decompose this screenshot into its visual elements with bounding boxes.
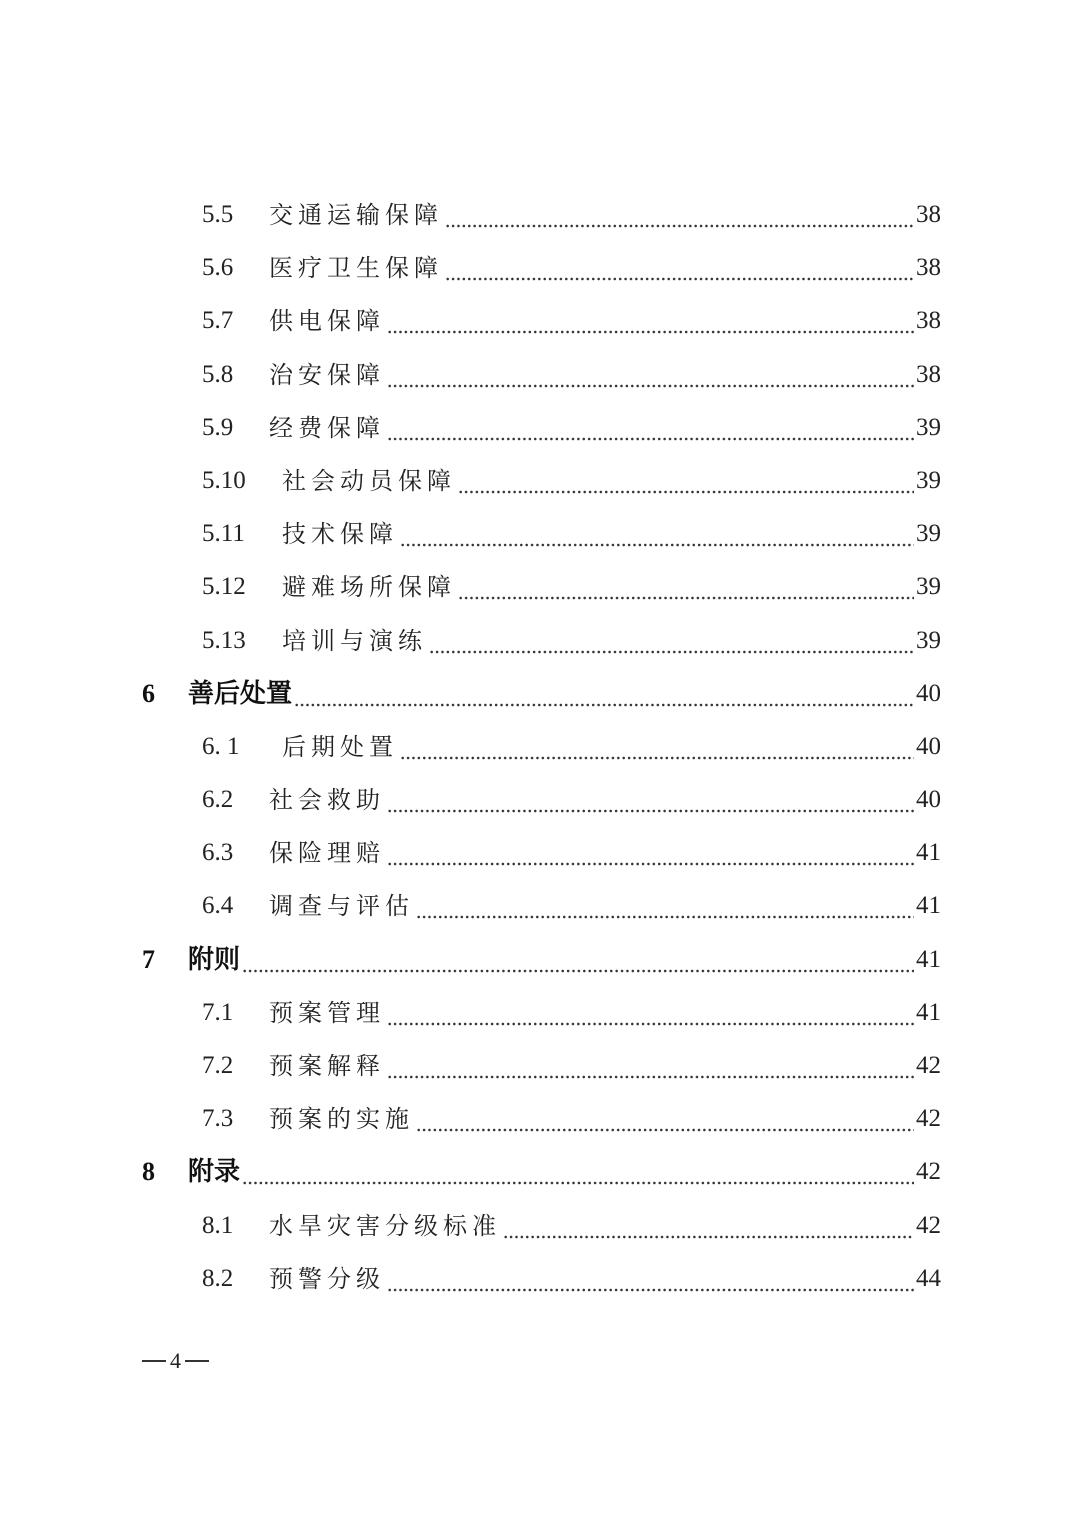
toc-entry-title: 善后处置: [188, 678, 293, 709]
toc-entry-line: [202, 730, 941, 764]
toc-entry-number: 8: [142, 1157, 155, 1187]
toc-entry-title: 经费保障: [269, 413, 385, 442]
toc-entry-title: 预警分级: [269, 1264, 385, 1293]
toc-entry-page: 38: [916, 201, 941, 228]
toc-dot-leader: [445, 198, 914, 232]
toc-entry-line: [202, 570, 941, 604]
toc-entry-page: 41: [916, 945, 941, 973]
toc-entry-line: [202, 304, 941, 338]
toc-entry-page: 42: [916, 1052, 941, 1079]
toc-entry-number: 5.10: [202, 466, 246, 494]
toc-entry-page: 44: [916, 1264, 941, 1292]
toc-dot-leader: [458, 464, 914, 498]
toc-dot-leader: [294, 677, 914, 711]
toc-entry-title: 医疗卫生保障: [269, 254, 443, 283]
toc-entry-number: 6.4: [202, 892, 234, 920]
toc-entry-number: 7.2: [202, 1052, 234, 1079]
toc-dot-leader: [458, 570, 914, 604]
footer-dash-left: [142, 1360, 166, 1362]
toc-entry-number: 6.3: [202, 839, 234, 867]
toc-section-entry[interactable]: [0, 1199, 1074, 1252]
toc-entry-title: 治安保障: [269, 360, 385, 389]
toc-entry-page: 41: [916, 839, 941, 867]
toc-entry-number: 6: [142, 678, 155, 708]
toc-entry-line: [202, 996, 941, 1030]
toc-entry-line: [202, 1102, 941, 1136]
toc-entry-title: 附则: [188, 944, 241, 975]
toc-entry-number: 7.1: [202, 998, 234, 1026]
toc-entry-number: 6.2: [202, 786, 234, 814]
toc-chapter-entry[interactable]: [0, 1145, 1074, 1198]
toc-entry-title: 供电保障: [269, 307, 385, 336]
toc-dot-leader: [387, 411, 914, 445]
toc-entry-page: 42: [916, 1158, 941, 1186]
toc-entry-page: 39: [916, 466, 941, 494]
toc-dot-leader: [387, 783, 914, 817]
toc-entry-line: [202, 358, 941, 392]
toc-chapter-entry[interactable]: [0, 667, 1074, 720]
toc-entry-page: 39: [916, 413, 941, 441]
toc-entry-title: 后期处置: [282, 732, 398, 761]
toc-entry-page: 40: [916, 679, 941, 707]
toc-section-entry[interactable]: [0, 1092, 1074, 1145]
toc-entry-page: 40: [916, 732, 941, 760]
toc-entry-title: 培训与演练: [282, 626, 427, 655]
toc-chapter-entry[interactable]: [0, 933, 1074, 986]
toc-section-entry[interactable]: [0, 241, 1074, 294]
toc-entry-title: 水旱灾害分级标准: [269, 1211, 501, 1240]
toc-dot-leader: [503, 1209, 914, 1243]
toc-entry-number: 5.6: [202, 254, 234, 282]
toc-entry-title: 社会救助: [269, 786, 385, 815]
toc-entry-page: 41: [916, 998, 941, 1026]
toc-section-entry[interactable]: [0, 454, 1074, 507]
toc-section-entry[interactable]: [0, 560, 1074, 613]
toc-dot-leader: [242, 1155, 914, 1189]
footer-page-number: 4: [170, 1348, 181, 1373]
toc-entry-page: 40: [916, 786, 941, 814]
toc-entry-title: 预案管理: [269, 998, 385, 1027]
toc-entry-line: [202, 1209, 941, 1243]
toc-entry-line: [142, 1155, 941, 1189]
toc-entry-number: 8.1: [202, 1211, 234, 1239]
toc-entry-page: 42: [916, 1211, 941, 1239]
toc-entry-line: [202, 624, 941, 658]
footer-dash-right: [185, 1360, 209, 1362]
toc-entry-page: 42: [916, 1105, 941, 1133]
toc-section-entry[interactable]: [0, 773, 1074, 826]
toc-section-entry[interactable]: [0, 879, 1074, 932]
toc-dot-leader: [387, 358, 914, 392]
toc-entry-line: [202, 464, 941, 498]
toc-entry-title: 调查与评估: [269, 892, 414, 921]
toc-entry-title: 附录: [188, 1157, 241, 1188]
toc-entry-title: 避难场所保障: [282, 573, 456, 602]
toc-entry-page: 39: [916, 573, 941, 601]
toc-section-entry[interactable]: [0, 720, 1074, 773]
toc-section-entry[interactable]: [0, 1039, 1074, 1092]
toc-dot-leader: [416, 889, 914, 923]
toc-entry-line: [202, 198, 941, 232]
toc-entry-title: 交通运输保障: [269, 201, 443, 229]
toc-section-entry[interactable]: [0, 188, 1074, 241]
toc-dot-leader: [429, 624, 914, 658]
toc-section-entry[interactable]: [0, 826, 1074, 879]
toc-dot-leader: [387, 836, 914, 870]
toc-entry-title: 技术保障: [282, 520, 398, 549]
toc-entry-title: 预案解释: [269, 1052, 385, 1080]
toc-entry-line: [202, 517, 941, 551]
toc-entry-number: 7: [142, 944, 155, 974]
toc-section-entry[interactable]: [0, 614, 1074, 667]
toc-section-entry[interactable]: [0, 1252, 1074, 1305]
toc-entry-number: 5.9: [202, 413, 234, 441]
toc-entry-line: [202, 251, 941, 285]
toc-dot-leader: [400, 730, 914, 764]
toc-entry-line: [142, 677, 941, 711]
toc-section-entry[interactable]: [0, 986, 1074, 1039]
toc-entry-title: 预案的实施: [269, 1105, 414, 1134]
toc-dot-leader: [387, 1262, 914, 1296]
toc-entry-line: [202, 783, 941, 817]
toc-entry-number: 8.2: [202, 1264, 234, 1292]
toc-section-entry[interactable]: [0, 294, 1074, 347]
toc-entry-page: 38: [916, 254, 941, 282]
toc-dot-leader: [387, 1049, 914, 1083]
toc-entry-number: 5.7: [202, 307, 234, 335]
table-of-contents: [0, 188, 1074, 1305]
page-footer: [142, 1348, 209, 1374]
toc-dot-leader: [387, 304, 914, 338]
toc-dot-leader: [445, 251, 914, 285]
toc-dot-leader: [387, 996, 914, 1030]
toc-entry-number: 7.3: [202, 1105, 234, 1133]
toc-entry-line: [202, 411, 941, 445]
toc-section-entry[interactable]: [0, 401, 1074, 454]
toc-entry-page: 39: [916, 520, 941, 548]
toc-entry-line: [202, 889, 941, 923]
toc-entry-line: [202, 1262, 941, 1296]
toc-section-entry[interactable]: [0, 348, 1074, 401]
toc-dot-leader: [242, 943, 914, 977]
toc-entry-page: 41: [916, 892, 941, 920]
toc-dot-leader: [400, 517, 914, 551]
toc-entry-number: 5.11: [202, 520, 245, 548]
toc-entry-number: 5.13: [202, 626, 246, 654]
toc-entry-number: 6. 1: [202, 732, 240, 760]
toc-entry-number: 5.12: [202, 573, 246, 601]
toc-entry-page: 39: [916, 626, 941, 654]
toc-dot-leader: [416, 1102, 914, 1136]
toc-entry-line: [142, 943, 941, 977]
toc-entry-number: 5.5: [202, 201, 234, 228]
toc-entry-page: 38: [916, 360, 941, 388]
toc-entry-line: [202, 836, 941, 870]
toc-entry-title: 社会动员保障: [282, 466, 456, 495]
toc-entry-page: 38: [916, 307, 941, 335]
toc-section-entry[interactable]: [0, 507, 1074, 560]
toc-entry-title: 保险理赔: [269, 839, 385, 868]
toc-entry-number: 5.8: [202, 360, 234, 388]
toc-entry-line: [202, 1049, 941, 1083]
